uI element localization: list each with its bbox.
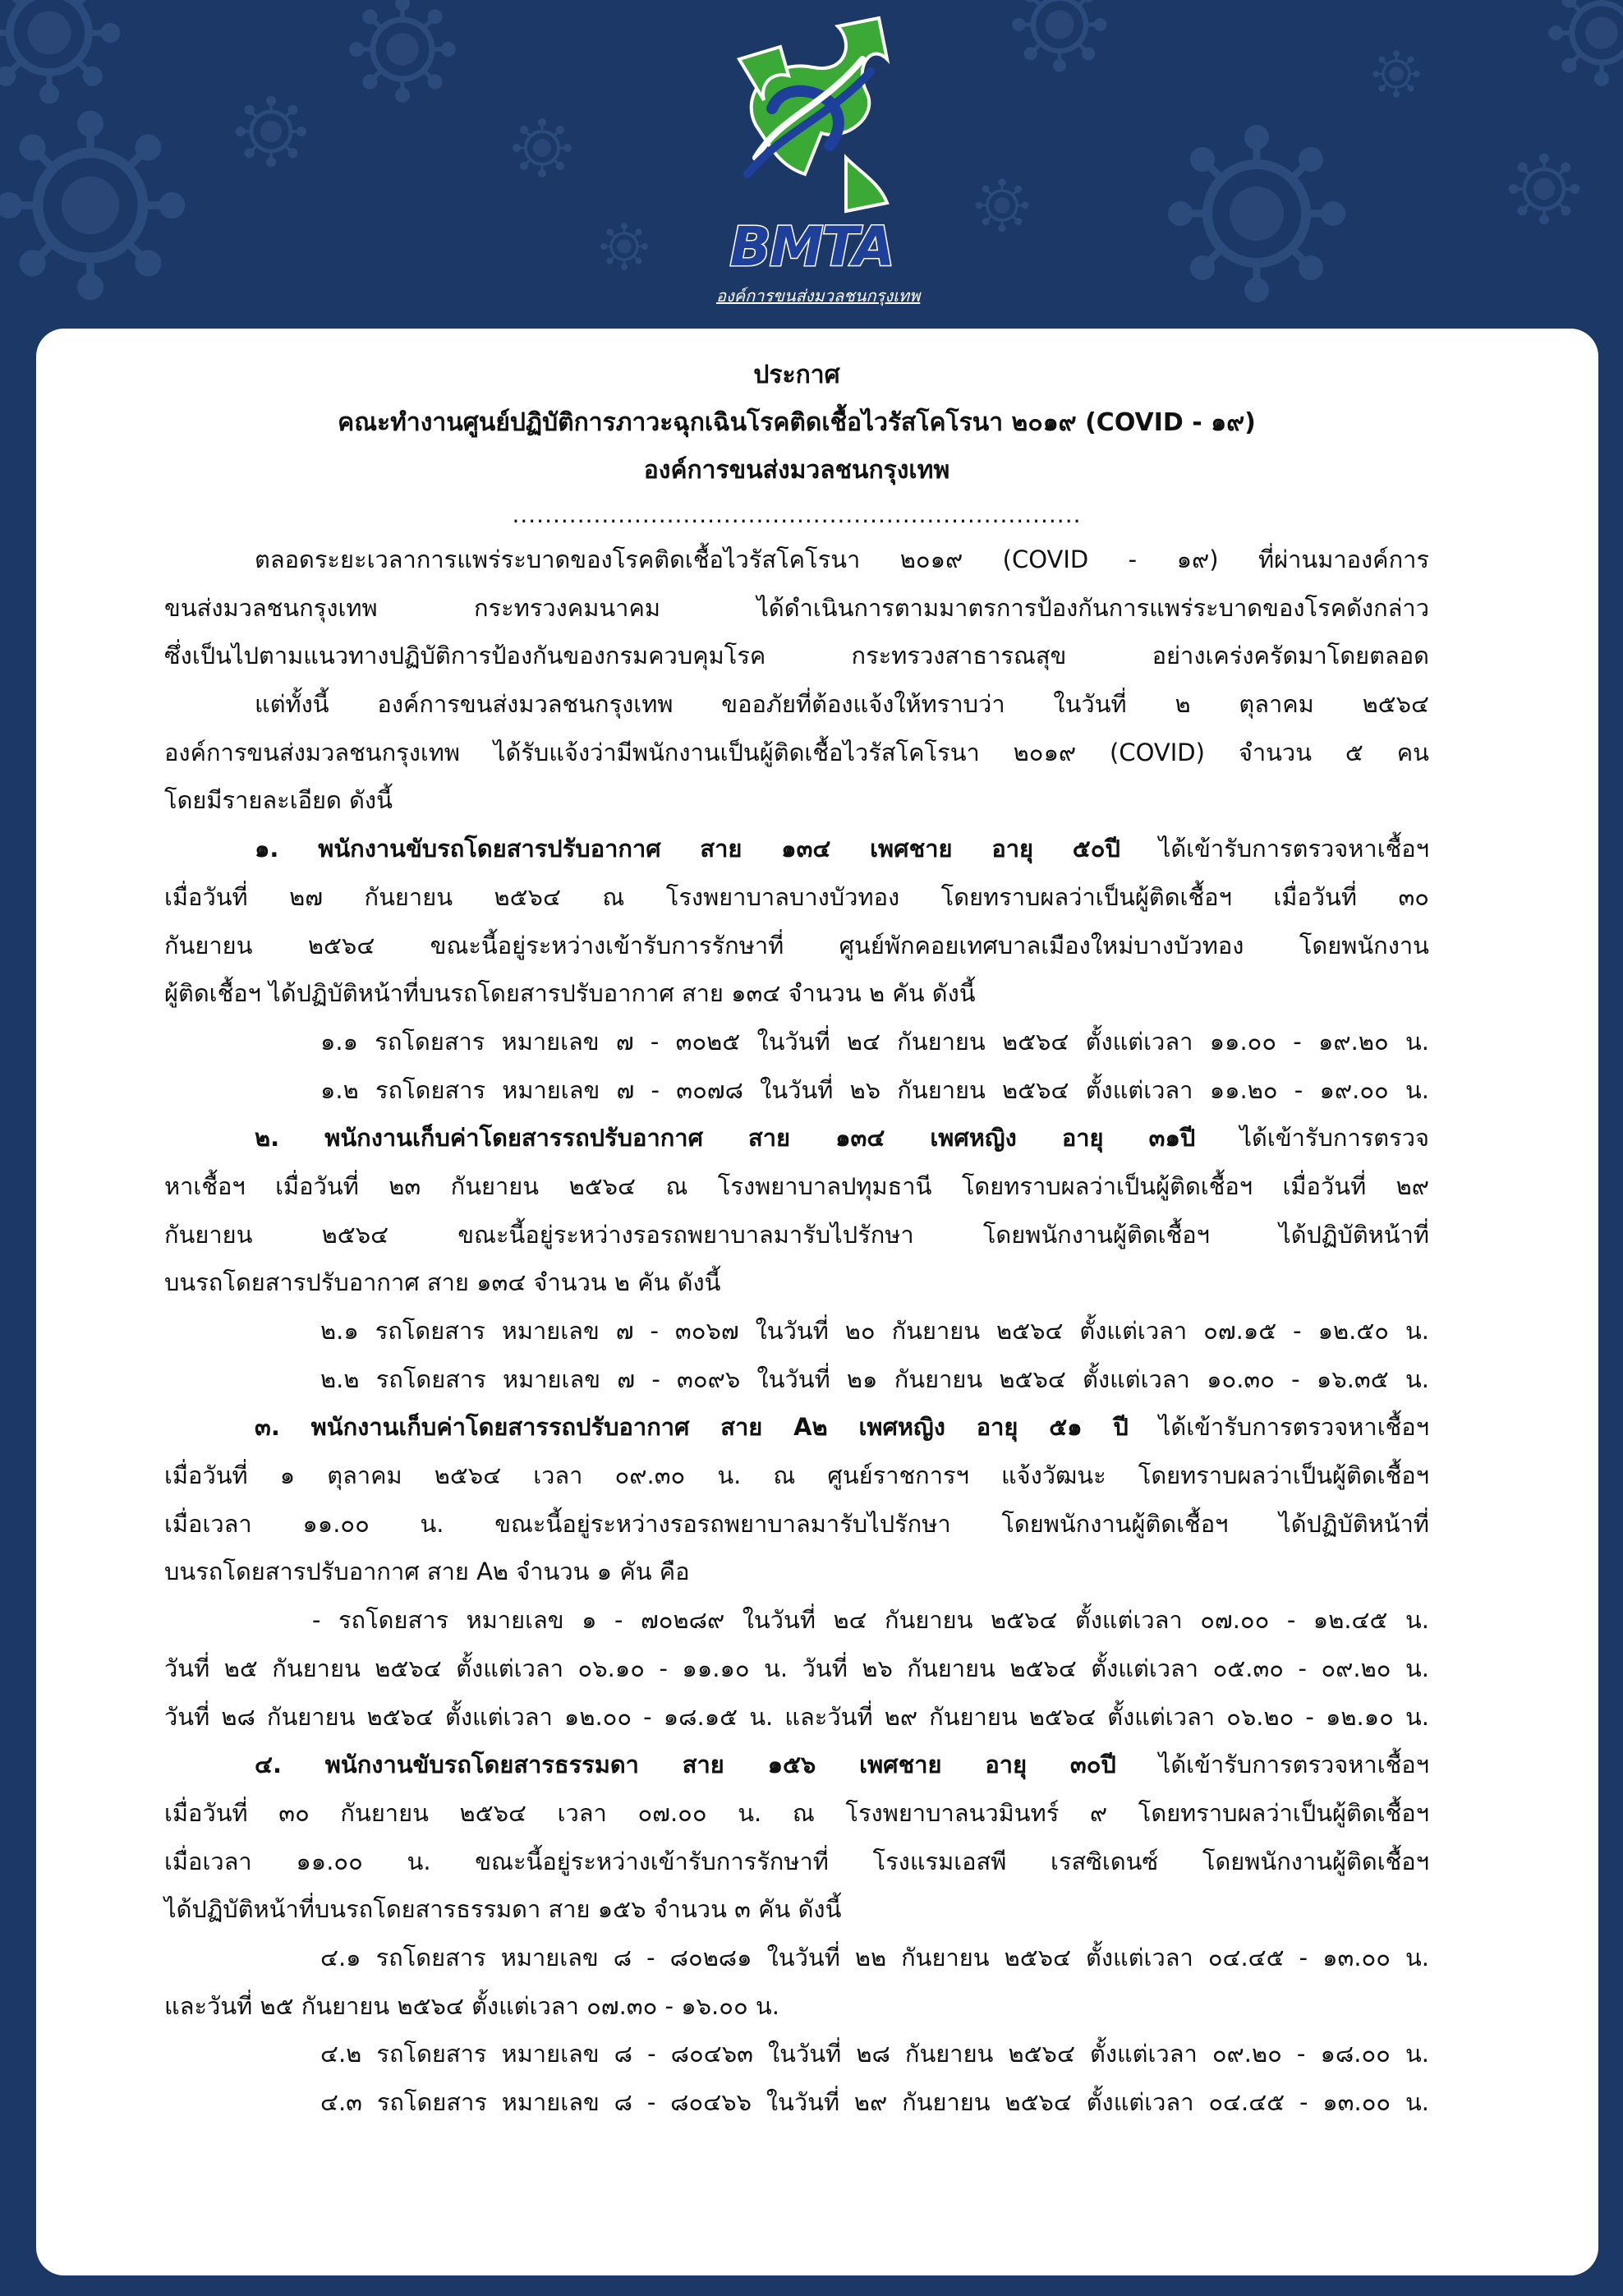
bus-item: ๔.๓ รถโดยสาร หมายเลข ๘ - ๘๐๔๖๖ ในวันที่ ๒๙ กันยายน ๒๕๖๔ ตั้งแต่เวลา ๐๔.๔๕ - ๑๓.๐๐ น.	[320, 2088, 1429, 2116]
case-line: เมื่อวันที่ ๒๗ กันยายน ๒๕๖๔ ณ โรงพยาบาลบางบัวทอง โดยทราบผลว่าเป็นผู้ติดเชื้อฯ เมื่อวันที่ ๓๐	[164, 882, 1429, 911]
page-title: ประกาศ	[753, 361, 840, 389]
case-line: ผู้ติดเชื้อฯ ได้ปฏิบัติหน้าที่บนรถโดยสารปรับอากาศ สาย ๑๓๔ จำนวน ๒ คัน ดังนี้	[164, 979, 976, 1008]
case-line: เมื่อวันที่ ๑ ตุลาคม ๒๕๖๔ เวลา ๐๙.๓๐ น. ณ ศูนย์ราชการฯ แจ้งวัฒนะ โดยทราบผลว่าเป็นผู้ติดเชื้อฯ	[164, 1461, 1429, 1490]
bus-item: ๑.๑ รถโดยสาร หมายเลข ๗ - ๓๐๒๕ ในวันที่ ๒๔ กันยายน ๒๕๖๔ ตั้งแต่เวลา ๑๑.๐๐ - ๑๙.๒๐ น.	[320, 1027, 1429, 1056]
intro-line: แต่ทั้งนี้ องค์การขนส่งมวลชนกรุงเทพ ขออภัยที่ต้องแจ้งให้ทราบว่า ในวันที่ ๒ ตุลาคม ๒๕๖๔	[255, 690, 1429, 719]
bmta-logo	[716, 10, 921, 314]
case-line: บนรถโดยสารปรับอากาศ สาย A๒ จำนวน ๑ คัน คือ	[164, 1558, 690, 1586]
bmta-emblem-icon	[723, 10, 900, 223]
case-heading-rest: ได้เข้ารับการตรวจหาเชื้อฯ	[1120, 835, 1429, 863]
case-line: กันยายน ๒๕๖๔ ขณะนี้อยู่ระหว่างเข้ารับการรักษาที่ ศูนย์พักคอยเทศบาลเมืองใหม่บางบัวทอง โดยพนักงาน	[164, 931, 1429, 959]
bus-item: ๔.๒ รถโดยสาร หมายเลข ๘ - ๘๐๔๖๓ ในวันที่ ๒๘ กันยายน ๒๕๖๔ ตั้งแต่เวลา ๐๙.๒๐ - ๑๘.๐๐ น.	[320, 2040, 1429, 2068]
bus-item: - รถโดยสาร หมายเลข ๑ - ๗๐๒๘๙ ในวันที่ ๒๔ กันยายน ๒๕๖๔ ตั้งแต่เวลา ๐๗.๐๐ - ๑๒.๔๕ น.	[312, 1606, 1429, 1635]
bus-item: วันที่ ๒๘ กันยายน ๒๕๖๔ ตั้งแต่เวลา ๑๒.๐๐ - ๑๘.๑๕ น. และวันที่ ๒๙ กันยายน ๒๕๖๔ ตั้งแต่เวลา ๐๖.๒๐ - ๑๒.๑๐ น.	[164, 1702, 1429, 1731]
bus-item: ๒.๑ รถโดยสาร หมายเลข ๗ - ๓๐๖๗ ในวันที่ ๒๐ กันยายน ๒๕๖๔ ตั้งแต่เวลา ๐๗.๑๕ - ๑๒.๕๐ น.	[320, 1317, 1429, 1345]
bus-item: และวันที่ ๒๕ กันยายน ๒๕๖๔ ตั้งแต่เวลา ๐๗.๓๐ - ๑๖.๐๐ น.	[164, 1991, 779, 2020]
case-heading	[164, 1741, 1429, 1789]
intro-line: ขนส่งมวลชนกรุงเทพ กระทรวงคมนาคม ได้ดำเนินการตามมาตรการป้องกันการแพร่ระบาดของโรคดังกล่าว	[164, 593, 1429, 622]
intro-line: องค์การขนส่งมวลชนกรุงเทพ ได้รับแจ้งว่ามีพนักงานเป็นผู้ติดเชื้อไวรัสโคโรนา ๒๐๑๙ (COVID) จำนวน ๕ คน	[164, 738, 1429, 766]
case-line: เมื่อวันที่ ๓๐ กันยายน ๒๕๖๔ เวลา ๐๗.๐๐ น. ณ โรงพยาบาลนวมินทร์ ๙ โดยทราบผลว่าเป็นผู้ติดเชื้อฯ	[164, 1798, 1429, 1827]
case-line: กันยายน ๒๕๖๔ ขณะนี้อยู่ระหว่างรอรถพยาบาลมารับไปรักษา โดยพนักงานผู้ติดเชื้อฯ ได้ปฏิบัติหน้าที่	[164, 1220, 1429, 1249]
case-line: เมื่อเวลา ๑๑.๐๐ น. ขณะนี้อยู่ระหว่างเข้ารับการรักษาที่ โรงแรมเอสพี เรสซิเดนซ์ โดยพนักงานผู้ติดเชื้อฯ	[164, 1847, 1429, 1875]
bus-item: วันที่ ๒๕ กันยายน ๒๕๖๔ ตั้งแต่เวลา ๐๖.๑๐ - ๑๑.๑๐ น. วันที่ ๒๖ กันยายน ๒๕๖๔ ตั้งแต่เวลา ๐๕.๓๐ - ๐๙.๒๐ น.	[164, 1654, 1429, 1682]
intro-line: ซึ่งเป็นไปตามแนวทางปฏิบัติการป้องกันของกรมควบคุมโรค กระทรวงสาธารณสุข อย่างเคร่งครัดมาโดยตลอด	[164, 642, 1429, 670]
logo-wordmark: BMTA	[729, 215, 894, 278]
bus-item: ๔.๑ รถโดยสาร หมายเลข ๘ - ๘๐๒๘๑ ในวันที่ ๒๒ กันยายน ๒๕๖๔ ตั้งแต่เวลา ๐๔.๔๕ - ๑๓.๐๐ น.	[320, 1943, 1429, 1972]
bus-item: ๒.๒ รถโดยสาร หมายเลข ๗ - ๓๐๙๖ ในวันที่ ๒๑ กันยายน ๒๕๖๔ ตั้งแต่เวลา ๑๐.๓๐ - ๑๖.๓๕ น.	[320, 1364, 1429, 1393]
case-heading-bold: ๔. พนักงานขับรถโดยสารธรรมดา สาย ๑๕๖ เพศชาย อายุ ๓๐ปี	[255, 1751, 1116, 1779]
case-line: หาเชื้อฯ เมื่อวันที่ ๒๓ กันยายน ๒๕๖๔ ณ โรงพยาบาลปทุมธานี โดยทราบผลว่าเป็นผู้ติดเชื้อฯ เมื่อวันที่ ๒๙	[164, 1171, 1429, 1200]
committee-title: คณะทำงานศูนย์ปฏิบัติการภาวะฉุกเฉินโรคติดเชื้อไวรัสโคโรนา ๒๐๑๙ (COVID - ๑๙)	[338, 408, 1256, 437]
case-heading-rest: ได้เข้ารับการตรวจหาเชื้อฯ	[1115, 1751, 1429, 1779]
logo-subtitle: องค์การขนส่งมวลชนกรุงเทพ	[716, 286, 921, 306]
organization-title: องค์การขนส่งมวลชนกรุงเทพ	[643, 456, 950, 485]
case-heading-rest: ได้เข้ารับการตรวจหาเชื้อฯ	[1128, 1413, 1430, 1442]
intro-line: โดยมีรายละเอียด ดังนี้	[164, 786, 393, 815]
case-heading	[164, 825, 1429, 873]
case-line: บนรถโดยสารปรับอากาศ สาย ๑๓๔ จำนวน ๒ คัน ดังนี้	[164, 1268, 721, 1297]
case-line: เมื่อเวลา ๑๑.๐๐ น. ขณะนี้อยู่ระหว่างรอรถพยาบาลมารับไปรักษา โดยพนักงานผู้ติดเชื้อฯ ได้ปฏิบัติหน้าที่	[164, 1509, 1429, 1538]
case-heading-rest: ได้เข้ารับการตรวจ	[1195, 1124, 1429, 1153]
case-heading	[164, 1114, 1429, 1162]
case-heading-bold: ๑. พนักงานขับรถโดยสารปรับอากาศ สาย ๑๓๔ เพศชาย อายุ ๕๐ปี	[255, 835, 1120, 863]
bus-item: ๑.๒ รถโดยสาร หมายเลข ๗ - ๓๐๗๘ ในวันที่ ๒๖ กันยายน ๒๕๖๔ ตั้งแต่เวลา ๑๑.๒๐ - ๑๙.๐๐ น.	[320, 1075, 1429, 1104]
title-separator: ......................................................................	[512, 501, 1082, 528]
case-heading-bold: ๓. พนักงานเก็บค่าโดยสารรถปรับอากาศ สาย A๒ เพศหญิง อายุ ๕๑ ปี	[255, 1413, 1129, 1442]
case-line: ได้ปฏิบัติหน้าที่บนรถโดยสารธรรมดา สาย ๑๕๖ จำนวน ๓ คัน ดังนี้	[164, 1895, 842, 1924]
announcement-document	[164, 352, 1429, 2127]
case-heading-bold: ๒. พนักงานเก็บค่าโดยสารรถปรับอากาศ สาย ๑๓๔ เพศหญิง อายุ ๓๑ปี	[255, 1124, 1196, 1153]
intro-line: ตลอดระยะเวลาการแพร่ระบาดของโรคติดเชื้อไวรัสโคโรนา ๒๐๑๙ (COVID - ๑๙) ที่ผ่านมาองค์การ	[255, 545, 1429, 573]
case-heading	[164, 1403, 1429, 1452]
